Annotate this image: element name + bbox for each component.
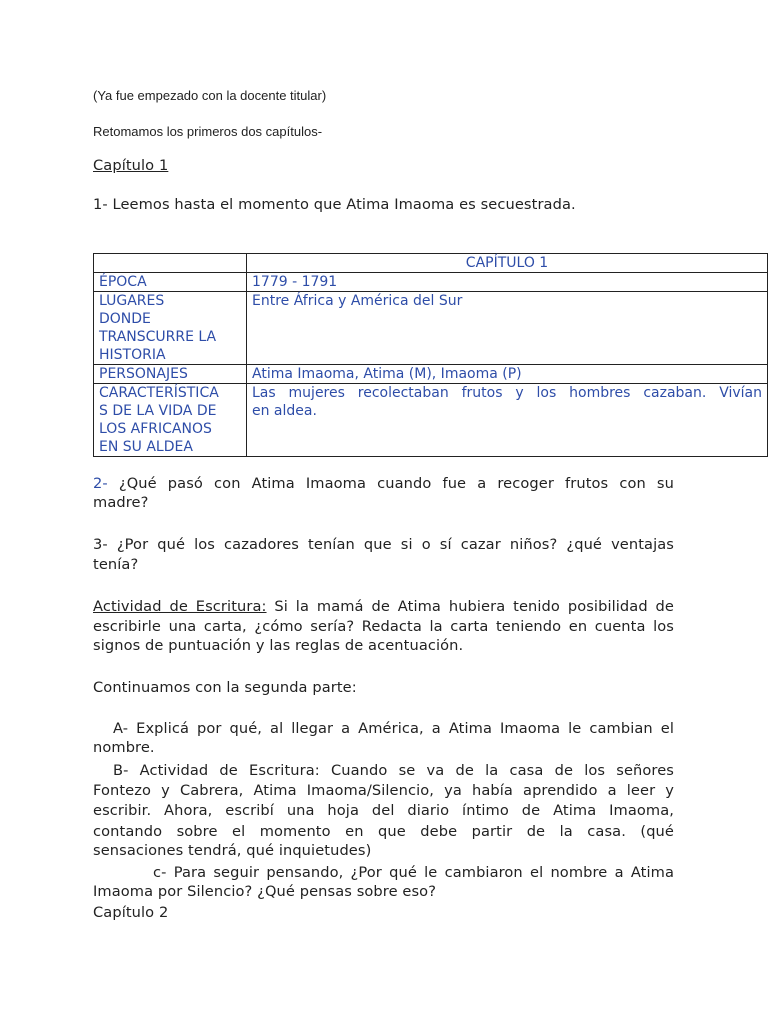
table-row-epoca: [94, 273, 768, 292]
task-1: 1- Leemos hasta el momento que Atima Imaoma es secuestrada.: [93, 196, 576, 213]
table-header-cell: CAPÍTULO 1: [247, 254, 768, 273]
part-b-line-3: escribir. Ahora, escribí una hoja del diario íntimo de Atima Imaoma,: [93, 802, 674, 819]
question-3: 3- ¿Por qué los cazadores tenían que si o sí cazar niños? ¿qué ventajas: [93, 536, 674, 553]
writing-activity: Actividad de Escritura: Si la mamá de Atima hubiera tenido posibilidad de: [93, 598, 674, 615]
chapter-1-table: [93, 253, 768, 457]
part-c-cont: Imaoma por Silencio? ¿Qué pensas sobre eso?: [93, 883, 437, 900]
writing-activity-label: Actividad de Escritura:: [93, 598, 267, 615]
part-a: A- Explicá por qué, al llegar a América, a Atima Imaoma le cambian el: [113, 720, 674, 737]
part-c: c- Para seguir pensando, ¿Por qué le cambiaron el nombre a Atima: [153, 864, 674, 881]
chapter-2-heading: Capítulo 2: [93, 904, 169, 921]
question-2-number: 2-: [93, 475, 108, 492]
part-b-line-4: contando sobre el momento en que debe partir de la casa. (qué: [93, 823, 674, 840]
table-label-cell: PERSONAJES: [94, 365, 247, 384]
table-row-personajes: [94, 365, 768, 384]
table-value-cell: Las mujeres recolectaban frutos y los hombres cazaban. Vivían en aldea.: [247, 384, 768, 457]
table-label-cell: LUGARES DONDE TRANSCURRE LA HISTORIA: [94, 292, 247, 365]
intro-note: (Ya fue empezado con la docente titular): [93, 88, 327, 103]
part-a-cont: nombre.: [93, 739, 155, 756]
question-2-cont: madre?: [93, 494, 149, 511]
table-value-cell: Entre África y América del Sur: [247, 292, 768, 365]
part-b: B- Actividad de Escritura: Cuando se va de la casa de los señores: [113, 762, 674, 779]
writing-activity-line-3: signos de puntuación y las reglas de acentuación.: [93, 637, 464, 654]
table-value-cell: 1779 - 1791: [247, 273, 768, 292]
chapter-1-heading: Capítulo 1: [93, 157, 169, 174]
question-3-cont: tenía?: [93, 556, 139, 573]
part-b-line-2: Fontezo y Cabrera, Atima Imaoma/Silencio, ya había aprendido a leer y: [93, 782, 674, 799]
table-header-row: [94, 254, 768, 273]
second-part-heading: Continuamos con la segunda parte:: [93, 679, 357, 696]
table-row-lugares: [94, 292, 768, 365]
table-label-cell: CARACTERÍSTICA S DE LA VIDA DE LOS AFRICANOS EN SU ALDEA: [94, 384, 247, 457]
writing-activity-line-2: escribirle una carta, ¿cómo sería? Redacta la carta teniendo en cuenta los: [93, 618, 674, 635]
table-header-empty-cell: [94, 254, 247, 273]
intro-resume: Retomamos los primeros dos capítulos-: [93, 124, 323, 139]
table-label-cell: ÉPOCA: [94, 273, 247, 292]
table-row-caracteristicas: [94, 384, 768, 457]
table-value-cell: Atima Imaoma, Atima (M), Imaoma (P): [247, 365, 768, 384]
question-2: 2- ¿Qué pasó con Atima Imaoma cuando fue a recoger frutos con su: [93, 475, 674, 492]
part-b-line-5: sensaciones tendrá, qué inquietudes): [93, 842, 372, 859]
